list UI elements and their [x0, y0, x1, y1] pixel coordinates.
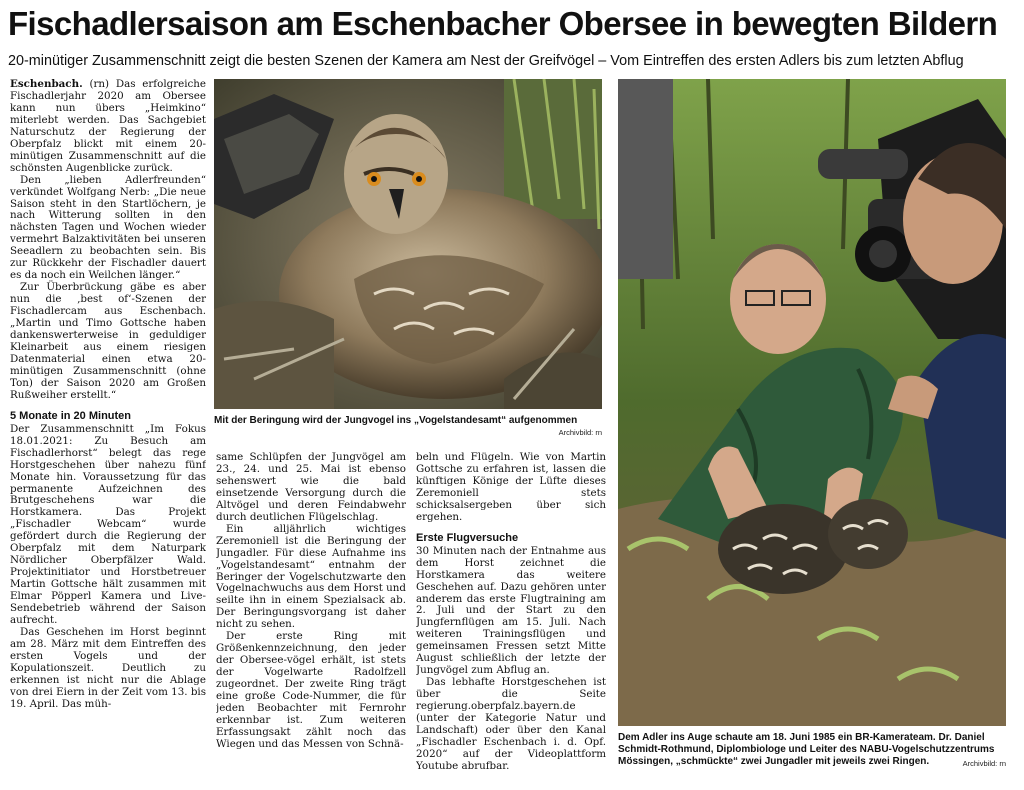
- osprey-chick-photo: [214, 79, 602, 409]
- paragraph: Ein alljährlich wichtiges Zeremoniell ist die Beringung der Jungadler. Für diese Aufnahme ins „Vogelstandesamt“ entnahm der Beringer der Vogelschutzwarte den Vogelnachwuchs aus dem Horst und seilte ihn in einem Spezialsack ab. Der Beringungsvorgang ist daher nicht zu sehen.: [216, 522, 406, 631]
- paragraph: 30 Minuten nach der Entnahme aus dem Horst zeichnet die Horstkamera das weitere Geschehen auf. Dazu gehören unter anderem das erste Flugtraining am 2. Juli und der Start zu den Jungfernflügen am 15. Juli. Nach weiteren Trainingsflügen und gemeinsamen Fressen setzt Mitte August schließlich der letzte der Jungvögel zum Abflug an.: [416, 544, 606, 677]
- photo-credit: Archivbild: rn: [962, 759, 1006, 768]
- article-column-2: [216, 452, 406, 784]
- camera-team-photo: [618, 79, 1006, 726]
- paragraph: [10, 79, 206, 175]
- paragraph: Zur Überbrückung gäbe es aber nun die ‚best of‘-Szenen der Fischadlercam aus Eschenbach. „Martin und Timo Gottsche haben dankenswerterweise in geduldiger Kleinarbeit aus einem riesigen Datenmaterial einen etwa 20-minütigen Zusammenschnitt (ohne Ton) der Saison 2020 am Großen Rußweiher erstellt.“: [10, 281, 206, 401]
- caption-text: Dem Adler ins Auge schaute am 18. Juni 1985 ein BR-Kamerateam. Dr. Daniel Schmidt-Rothmund, Diplombiologe und Leiter des NABU-Vogelschutzzentrums Mössingen, „schmückte“ zwei Jungadler mit jeweils zwei Ringen.: [618, 732, 995, 767]
- article-column-1: [10, 79, 206, 782]
- camera-team-image: [618, 79, 1006, 726]
- section-heading: Erste Flugversuche: [416, 531, 519, 544]
- subheadline: 20-minütiger Zusammenschnitt zeigt die besten Szenen der Kamera am Nest der Greifvögel – Vom Eintreffen des ersten Adlers bis zum letzten Abflug: [8, 53, 964, 69]
- paragraph: Der Zusammenschnitt „Im Fokus 18.01.2021: Zu Besuch am Fischadlerhorst“ belegt das rege Horstgeschehen über nahezu fünf Monate hin. Voraussetzung für das permanente Aufzeichnen des Brutgeschehens war die Horstkamera. Das Projekt „Fischadler Webcam“ wurde gefördert durch die Regierung der Oberpfalz mit dem Naturpark Nördlicher Oberpfälzer Wald. Projektinitiator und Horstbetreuer Martin Gottsche hält zusammen mit Elmar Pöpperl Kamera und Live-Sendebetrieb während der Saison aufrecht.: [10, 422, 206, 626]
- photo1-caption: [214, 415, 602, 439]
- paragraph: Das Geschehen im Horst beginnt am 28. März mit dem Eintreffen des ersten Vogels und der Kopulationszeit. Deutlich zu erkennen ist nicht nur die Ablage von drei Eiern in der Zeit vom 13. bis 19. April. Das müh-: [10, 625, 206, 710]
- caption-text: Mit der Beringung wird der Jungvogel ins „Vogelstandesamt“ aufgenommen: [214, 415, 578, 426]
- paragraph-text: (rn) Das erfolgreiche Fischadlerjahr 2020 am Obersee kann nun übers „Heimkino“ miterlebt werden. Das Sachgebiet Naturschutz der Regierung der Oberpfalz blickt mit einem 20-minütigen Zusammenschnitt auf die schönsten Augenblicke zurück.: [10, 79, 206, 174]
- paragraph: same Schlüpfen der Jungvögel am 23., 24. und 25. Mai ist ebenso sehenswert wie die bald einsetzende Versorgung durch die Altvögel und deren Feindabwehr durch deutlichen Flügelschlag.: [216, 452, 406, 523]
- osprey-chick-image: [214, 79, 602, 409]
- photo-credit: Archivbild: rn: [558, 428, 602, 437]
- paragraph: Der erste Ring mit Größenkennzeichnung, den jeder der Obersee-vögel erhält, ist stets der Vogelwarte Radolfzell zugeordnet. Der zweite Ring trägt eine große Code-Nummer, die für jeden Beobachter mit Fernrohr erkennbar ist. Zum weiteren Erfassungsakt zählt noch das Wiegen und das Messen von Schnä-: [216, 630, 406, 750]
- paragraph: beln und Flügeln. Wie von Martin Gottsche zu erfahren ist, lassen die künftigen Könige der Lüfte dieses Zeremoniell stets schicksalsergeben über sich ergehen.: [416, 452, 606, 523]
- section-heading: 5 Monate in 20 Minuten: [10, 409, 132, 422]
- dateline: Eschenbach.: [10, 79, 83, 90]
- photo2-caption: [618, 732, 1006, 770]
- headline: Fischadlersaison am Eschenbacher Obersee in bewegten Bildern: [8, 5, 998, 42]
- paragraph: Den „lieben Adlerfreunden“ verkündet Wolfgang Nerb: „Die neue Saison steht in den Startlöchern, je nach Witterung sollten in den nächsten Tagen und Wochen wieder vermehrt Balzaktivitäten bei unseren Seeadlern zu beobachten sein. Bis zur Rückkehr der Fischadler dauert es da noch ein Weilchen länger.“: [10, 173, 206, 282]
- paragraph: Das lebhafte Horstgeschehen ist über die Seite regierung.oberpfalz.bayern.de (unter der Kategorie Natur und Landschaft) oder über den Kanal „Fischadler Eschenbach i. d. Opf. 2020“ auf der Videoplattform Youtube abrufbar.: [416, 676, 606, 772]
- article-column-3: [416, 452, 606, 784]
